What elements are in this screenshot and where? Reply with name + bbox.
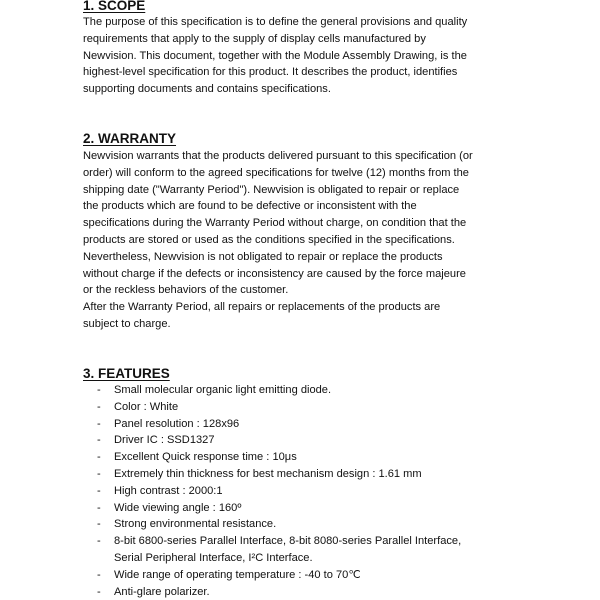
bullet-dash: - [97,585,101,598]
warranty-line: shipping date ("Warranty Period"). Newvision is obligated to repair or replace [83,183,460,196]
feature-item [97,533,461,567]
scope-line: requirements that apply to the supply of display cells manufactured by [83,32,426,45]
scope-line: supporting documents and contains specifications. [83,83,331,96]
features-list [97,382,461,600]
feature-item [97,516,461,533]
bullet-dash: - [97,518,101,531]
feature-text: Wide range of operating temperature : -40 to 70℃ [114,568,361,581]
warranty-line: or the reckless behaviors of the customer. [83,284,289,297]
warranty-heading: 2. WARRANTY [83,131,177,146]
feature-item [97,584,461,600]
feature-item [97,466,461,483]
feature-text: 8-bit 6800-series Parallel Interface, 8-bit 8080-series Parallel Interface, [114,535,462,548]
feature-item [97,483,461,500]
bullet-dash: - [97,400,101,413]
bullet-dash: - [97,467,101,480]
feature-text: Strong environmental resistance. [114,518,277,531]
feature-text: Wide viewing angle : 160º [114,501,242,514]
feature-text: Excellent Quick response time : 10μs [114,451,297,464]
feature-text: High contrast : 2000:1 [114,484,223,497]
warranty-line: Newvision warrants that the products delivered pursuant to this specification (or [83,150,473,162]
warranty-line: Nevertheless, Newvision is not obligated to repair or replace the products [83,250,443,263]
feature-item [97,500,461,517]
feature-item [97,449,461,466]
warranty-line: the products which are found to be defective or inconsistent with the [83,200,417,213]
feature-text: Anti-glare polarizer. [114,585,210,598]
bullet-dash: - [97,484,101,497]
feature-text: Panel resolution : 128x96 [114,417,240,430]
scope-line: The purpose of this specification is to define the general provisions and quality [83,16,468,28]
feature-item [97,399,461,416]
warranty-line: subject to charge. [83,317,171,330]
feature-item [97,432,461,449]
bullet-dash: - [97,535,101,548]
scope-line: highest-level specification for this product. It describes the product, identifies [83,66,458,79]
feature-text: Driver IC : SSD1327 [114,434,215,447]
features-heading: 3. FEATURES [83,366,170,381]
feature-text: Color : White [114,400,179,413]
bullet-dash: - [97,568,101,581]
warranty-line: After the Warranty Period, all repairs or replacements of the products are [83,301,441,314]
feature-text: Small molecular organic light emitting diode. [114,384,332,396]
warranty-line: specifications during the Warranty Period without charge, on condition that the [83,217,467,230]
bullet-dash: - [97,417,101,430]
feature-text: Serial Peripheral Interface, I²C Interface. [114,551,313,564]
feature-text: Extremely thin thickness for best mechanism design : 1.61 mm [114,467,422,480]
warranty-line: order) will conform to the agreed specifications for twelve (12) months from the [83,166,469,179]
bullet-dash: - [97,501,101,514]
warranty-line: products are stored or used as the conditions specified in the specifications. [83,233,455,246]
scope-heading: 1. SCOPE [83,0,146,13]
warranty-line: without charge if the defects or inconsistency are caused by the force majeure [83,267,466,280]
bullet-dash: - [97,451,101,464]
bullet-dash: - [97,384,101,396]
scope-line: Newvision. This document, together with the Module Assembly Drawing, is the [83,49,467,62]
bullet-dash: - [97,434,101,447]
scope-paragraph [83,14,467,98]
feature-item [97,416,461,433]
feature-item [97,382,461,399]
feature-item [97,567,461,584]
warranty-paragraph [83,148,473,333]
